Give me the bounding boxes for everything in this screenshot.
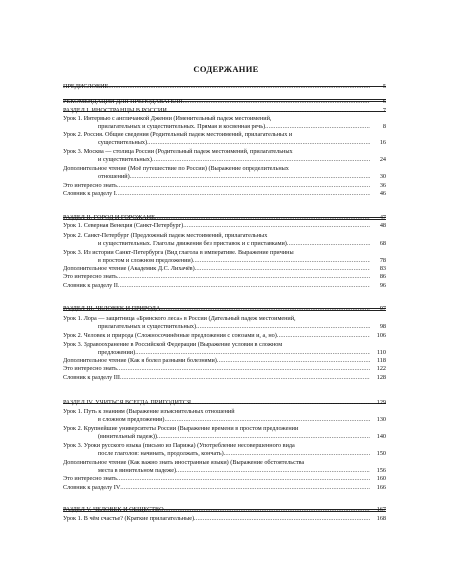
toc-entry[interactable] <box>0 323 452 332</box>
toc-entry[interactable] <box>0 506 452 515</box>
toc-entry-text: Урок 1. Путь к знаниям (Выражение изъяснительных отношений <box>63 408 235 415</box>
toc-entry-text: отношений) <box>98 173 130 180</box>
toc-entry-text: Дополнительное чтение (Академик Д.С. Лихачёв) <box>63 265 195 272</box>
toc-entry-text: прилагательных и существительных) <box>98 323 197 330</box>
toc-entry-text: Словник к разделу III <box>63 374 120 381</box>
toc-entry-text: Дополнительное чтение (Моё путешествие по России) (Выражение определительных <box>63 165 289 172</box>
toc-entry-text: РАЗДЕЛ III. ЧЕЛОВЕК И ПРИРОДА <box>63 305 161 312</box>
toc-page-number: 68 <box>379 240 386 247</box>
toc-page-number: 96 <box>379 282 386 289</box>
toc-page-number: 8 <box>382 123 386 130</box>
toc-entry[interactable] <box>0 282 452 291</box>
toc-page-number: 98 <box>379 323 386 330</box>
toc-entry[interactable] <box>0 374 452 383</box>
toc-entry[interactable] <box>0 156 452 165</box>
toc-entry-text: РАЗДЕЛ II. ГОРОД И ГОРОЖАНЕ <box>63 214 155 221</box>
toc-entry-text: РАЗДЕЛ I. ИНОСТРАНЦЫ В РОССИИ <box>63 107 167 114</box>
toc-entry-text: Это интересно знать <box>63 273 117 280</box>
toc-entry-text: Словник к разделу II <box>63 282 118 289</box>
toc-entry-text: РАЗДЕЛ V. ЧЕЛОВЕК И ОБЩЕСТВО <box>63 506 164 513</box>
toc-entry-text: места в винительном падеже) <box>98 467 177 474</box>
toc-entry-text: и существительных) <box>98 156 152 163</box>
toc-entry-text: (винительный падеж)) <box>98 433 157 440</box>
toc-page-number: 160 <box>376 475 386 482</box>
toc-entry[interactable] <box>0 332 452 341</box>
toc-entry-text: Урок 2. Россия. Общие сведения (Родительный падеж местоимений, прилагательных и <box>63 131 293 138</box>
toc-entry-text: после глаголов: начинать, продолжать, кончать) <box>98 450 224 457</box>
toc-entry-text: в простом и сложном предложении) <box>98 257 193 264</box>
toc-page-number: 16 <box>379 139 386 146</box>
toc-entry-text: Урок 3. Здравоохранение в Российской Федерации (Выражение условия в сложном <box>63 341 283 348</box>
toc-entry-text: Дополнительное чтение (Как я болел разными болезнями) <box>63 357 217 364</box>
toc-entry[interactable] <box>0 273 452 282</box>
toc-page-number: 83 <box>379 265 386 272</box>
toc-entry-text: Урок 1. Интервью с англичанкой Дженни (Именительный падеж местоимений, <box>63 115 272 122</box>
toc-entry-text: в сложном предложении) <box>98 416 165 423</box>
toc-entry[interactable] <box>0 190 452 199</box>
toc-entry-text: прилагательных и существительных. Прямая и косвенная речь) <box>98 123 266 130</box>
toc-entry[interactable] <box>0 98 452 107</box>
toc-page-number: 150 <box>376 450 386 457</box>
toc-page-number: 47 <box>379 214 386 221</box>
page-title: СОДЕРЖАНИЕ <box>193 64 259 74</box>
toc-entry[interactable] <box>0 305 452 314</box>
toc-page-number: 110 <box>376 349 386 356</box>
toc-entry-text: Урок 3. Москва — столица России (Родительный падеж местоимений, прилагательных <box>63 148 293 155</box>
toc-entry-text: РАЗДЕЛ IV. УЧИТЬСЯ ВСЕГДА ПРИГОДИТСЯ <box>63 399 192 406</box>
toc-page-number: 130 <box>376 416 386 423</box>
toc-entry[interactable] <box>0 139 452 148</box>
toc-page-number: 140 <box>376 433 386 440</box>
toc-page-number: 78 <box>379 257 386 264</box>
toc-page-number: 129 <box>376 399 386 406</box>
toc-page-number: 118 <box>376 357 386 364</box>
toc-entry-text: Словник к разделу IV <box>63 484 121 491</box>
toc-page-number: 30 <box>379 173 386 180</box>
toc-page-number: 97 <box>379 305 386 312</box>
toc-entry-text: РЕКОМЕНДАЦИИ ДЛЯ ПРЕПОДАВАТЕЛЯ <box>63 98 183 105</box>
toc-page-number: 48 <box>379 222 386 229</box>
toc-entry[interactable] <box>0 365 452 374</box>
toc-entry-text: Урок 1. В чём счастье? (Краткие прилагательные) <box>63 515 195 522</box>
toc-entry-text: и существительных. Глаголы движения без приставок и с приставками) <box>98 240 287 247</box>
toc-page-number: 7 <box>382 107 386 114</box>
toc-page-number: 6 <box>382 98 386 105</box>
toc-entry-text: Словник к разделу I <box>63 190 116 197</box>
toc-entry[interactable] <box>0 484 452 493</box>
toc-entry-text: Это интересно знать <box>63 182 117 189</box>
toc-entry[interactable] <box>0 399 452 408</box>
toc-entry[interactable] <box>0 173 452 182</box>
toc-page-number: 122 <box>376 365 386 372</box>
toc-entry[interactable] <box>0 222 452 231</box>
toc-entry-text: Это интересно знать <box>63 365 117 372</box>
toc-entry-text: Урок 2. Санкт-Петербург (Предложный падеж местоимений, прилагательных <box>63 232 268 239</box>
toc-entry-text: существительных) <box>98 139 148 146</box>
toc-entry-text: Урок 2. Человек и природа (Сложносочинённые предложения с союзами и, а, но) <box>63 332 277 339</box>
toc-entry[interactable] <box>0 433 452 442</box>
toc-entry[interactable] <box>0 83 452 92</box>
toc-entry-text: Урок 2. Крупнейшие университеты России (Выражение времени в простом предложении <box>63 425 299 432</box>
toc-entry-text: предложении) <box>98 349 136 356</box>
toc-page-number: 86 <box>379 273 386 280</box>
toc-entry-text: Это интересно знать <box>63 475 117 482</box>
toc-page-number: 168 <box>376 515 386 522</box>
toc-page-number: 46 <box>379 190 386 197</box>
toc-entry[interactable] <box>0 475 452 484</box>
toc-entry-text: Урок 1. Северная Венеция (Санкт-Петербург) <box>63 222 184 229</box>
toc-page-number: 167 <box>376 506 386 513</box>
toc-page-number: 36 <box>379 182 386 189</box>
toc-entry-text: Дополнительное чтение (Как важно знать иностранные языки) (Выражение обстоятельства <box>63 459 305 466</box>
toc-entry[interactable] <box>0 515 452 524</box>
toc-page-number: 128 <box>376 374 386 381</box>
toc-page-number: 166 <box>376 484 386 491</box>
toc-entry-text: Урок 1. Лора — защитница «Брянского леса» в России (Дательный падеж местоимений, <box>63 315 296 322</box>
toc-entry-text: ПРЕДИСЛОВИЕ <box>63 83 109 90</box>
toc-entry[interactable] <box>0 240 452 249</box>
toc-page-number: 156 <box>376 467 386 474</box>
toc-entry-text: Урок 3. Уроки русского языка (письмо из Парижа) (Употребление несовершенного вида <box>63 442 295 449</box>
toc-entry-text: Урок 3. Из истории Санкт-Петербурга (Вид глагола в императиве. Выражение причины <box>63 249 294 256</box>
toc-page-number: 5 <box>382 83 386 90</box>
toc-page-number: 24 <box>379 156 386 163</box>
toc-page-number: 106 <box>376 332 386 339</box>
toc-entry[interactable] <box>0 416 452 425</box>
toc-entry[interactable] <box>0 450 452 459</box>
